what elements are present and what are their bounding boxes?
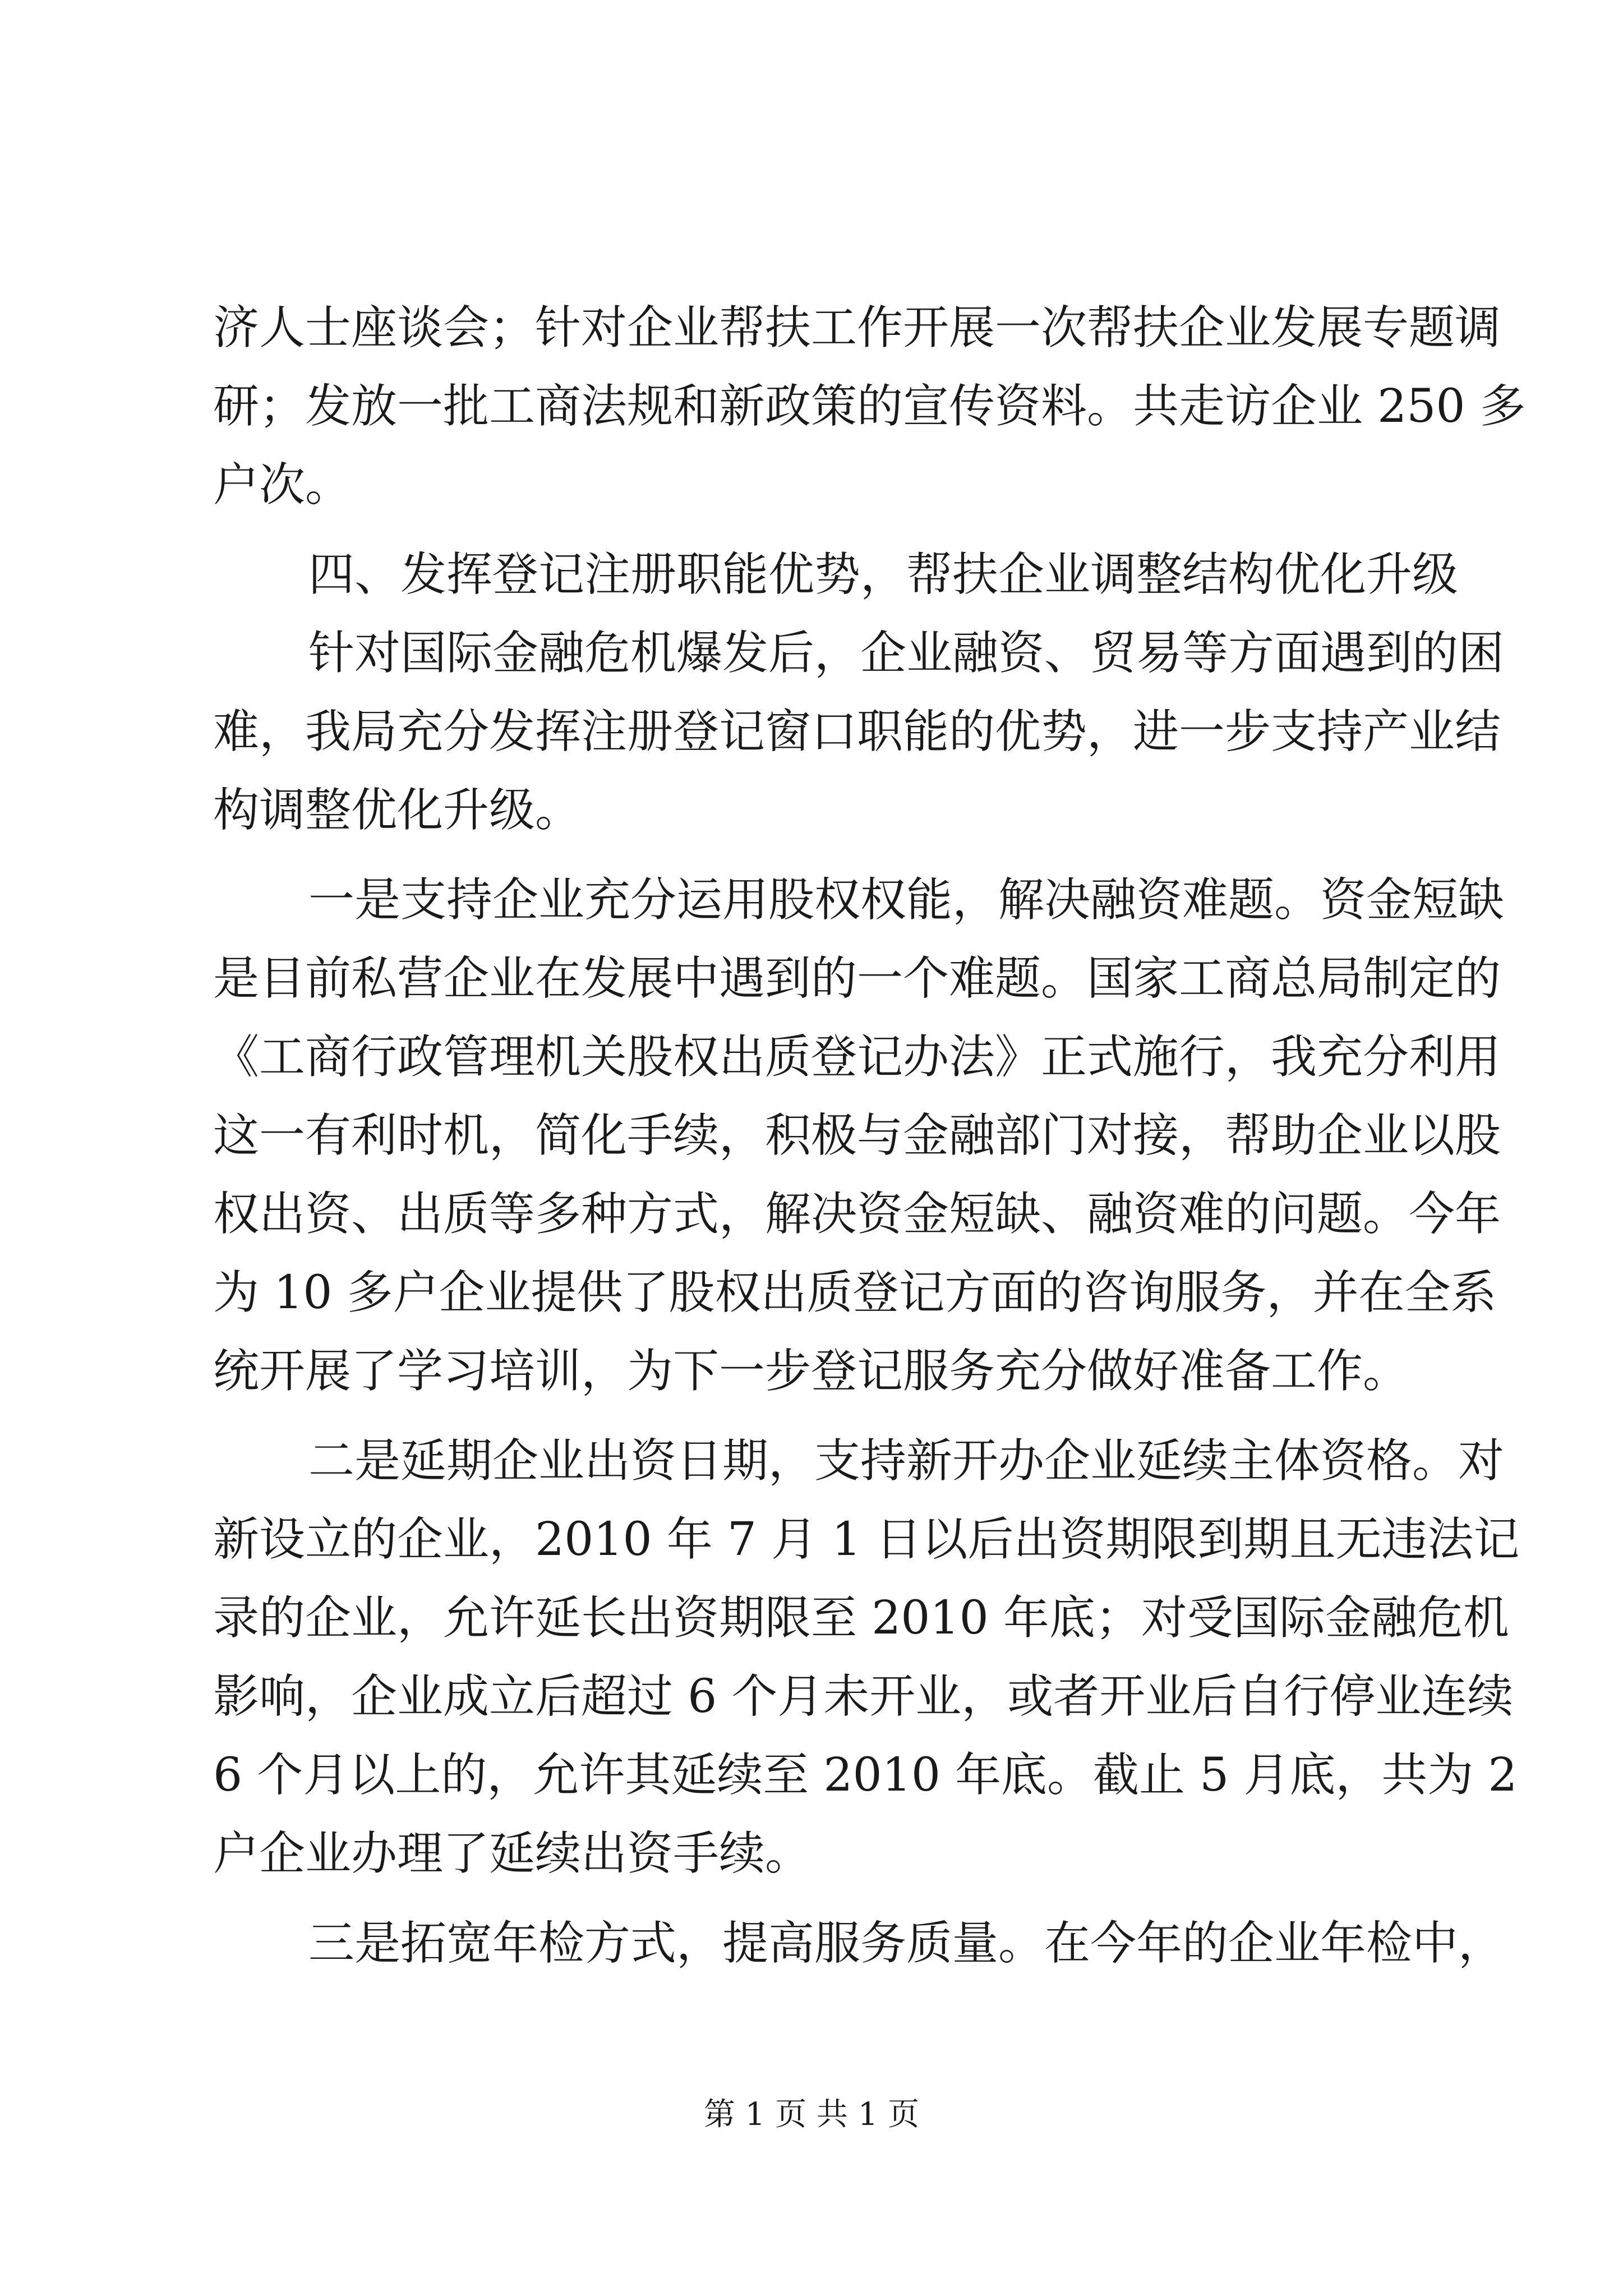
text-line: 构调整优化升级。 (213, 784, 582, 837)
text-line: 济人士座谈会；针对企业帮扶工作开展一次帮扶企业发展专题调 (213, 301, 1501, 355)
text-line: 研；发放一批工商法规和新政策的宣传资料。共走访企业 250 多 (213, 380, 1526, 433)
text-line: 录的企业，允许延长出资期限至 2010 年底；对受国际金融危机 (213, 1591, 1509, 1645)
text-line: 二是延期企业出资日期，支持新开办企业延续主体资格。对 (308, 1434, 1505, 1488)
text-line: 一是支持企业充分运用股权权能，解决融资难题。资金短缺 (308, 873, 1505, 927)
text-line: 针对国际金融危机爆发后，企业融资、贸易等方面遇到的困 (308, 627, 1505, 680)
text-line: 是目前私营企业在发展中遇到的一个难题。国家工商总局制定的 (213, 952, 1501, 1005)
text-line: 这一有利时机，简化手续，积极与金融部门对接，帮助企业以股 (213, 1109, 1501, 1162)
text-line: 三是拓宽年检方式，提高服务质量。在今年的企业年检中， (308, 1917, 1505, 1970)
text-line: 户企业办理了延续出资手续。 (213, 1827, 811, 1880)
text-line: 统开展了学习培训，为下一步登记服务充分做好准备工作。 (213, 1345, 1409, 1398)
text-line: 《工商行政管理机关股权出质登记办法》正式施行，我充分利用 (213, 1030, 1501, 1084)
text-line: 户次。 (213, 458, 352, 512)
text-line: 新设立的企业，2010 年 7 月 1 日以后出资期限到期且无违法记 (213, 1513, 1520, 1566)
text-line: 权出资、出质等多种方式，解决资金短缺、融资难的问题。今年 (213, 1188, 1501, 1241)
text-line: 为 10 多户企业提供了股权出质登记方面的咨询服务，并在全系 (213, 1266, 1497, 1319)
section-heading: 四、发挥登记注册职能优势，帮扶企业调整结构优化升级 (308, 548, 1459, 601)
page-footer: 第 1 页 共 1 页 (703, 2096, 920, 2133)
text-line: 6 个月以上的，允许其延续至 2010 年底。截止 5 月底，共为 2 (213, 1749, 1518, 1802)
text-line: 影响，企业成立后超过 6 个月未开业，或者开业后自行停业连续 (213, 1670, 1514, 1723)
text-line: 难，我局充分发挥注册登记窗口职能的优势，进一步支持产业结 (213, 705, 1501, 758)
